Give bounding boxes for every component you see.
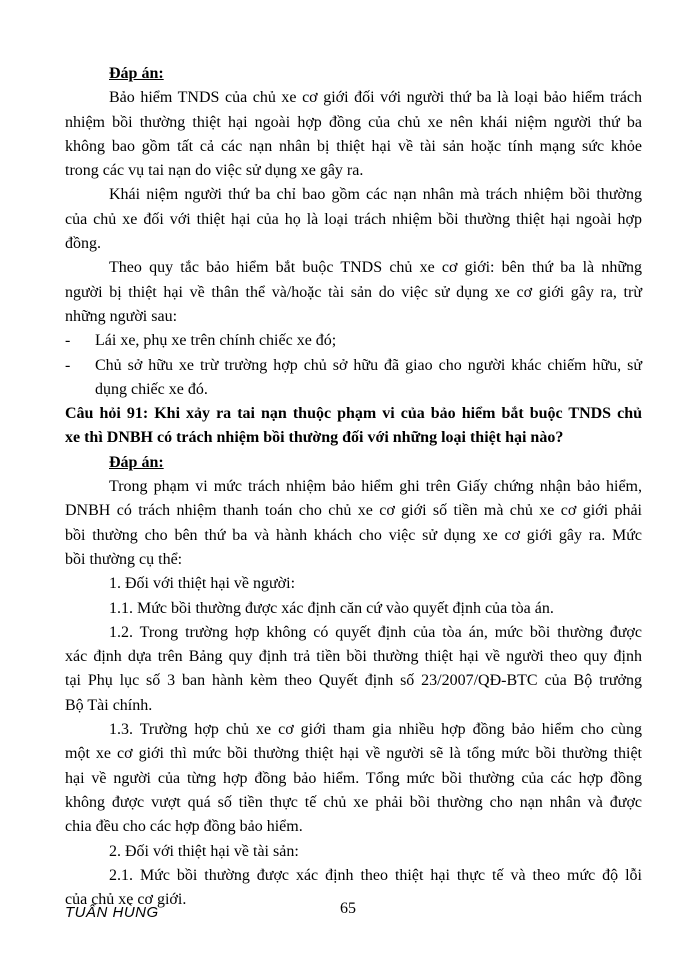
text-line: chia đều cho các hợp đồng bảo hiểm. [65,818,303,836]
paragraph [65,256,642,329]
bullet-dash: - [65,356,71,374]
text-line: đồng. [65,235,101,253]
text-line: Khái niệm người thứ ba chỉ bao gồm các nạn nhân mà trách nhiệm bồi thường [109,186,642,204]
answer-label: Đáp án: [109,453,164,471]
paragraph [65,183,642,256]
text-line: 1.3. Trường hợp chủ xe cơ giới tham gia nhiều hợp đồng bảo hiểm cho cùng [109,721,642,739]
text-line: bồi thường cho bên thứ ba và hành khách cho việc sử dụng xe cơ giới gây ra. Mức [65,526,642,544]
page-number: 65 [340,900,356,917]
text-line: DNBH có trách nhiệm thanh toán cho chủ xe cơ giới số tiền mà chủ xe cơ giới phải [65,502,642,520]
text-line: tại Phụ lục số 3 ban hành kèm theo Quyết định số 23/2007/QĐ-BTC của Bộ trưởng [65,672,642,690]
text-line: không bao gồm tất cả các nạn nhân bị thiệt hại về tài sản hoặc tính mạng sức khỏe [65,137,642,155]
paragraph [65,621,642,718]
list-item [65,329,642,353]
question-heading [65,402,642,451]
text-line: nhiệm bồi thường thiệt hại ngoài hợp đồng của chủ xe nên khái niệm người thứ ba [65,113,642,131]
question-line: xe thì DNBH có trách nhiệm bồi thường đối với những loại thiệt hại nào? [65,429,564,447]
list-item [65,354,642,403]
paragraph [65,86,642,183]
section-item: 1. Đối với thiệt hại về người: [109,575,296,593]
text-line: của chủ xe cơ giới. [65,891,187,909]
text-line: Bộ Tài chính. [65,696,153,714]
text-line: xác định dựa trên Bảng quy định trả tiền bồi thường thiệt hại về người theo quy định [65,648,642,666]
list-item-text: Chủ sở hữu xe trừ trường hợp chủ sở hữu đã giao cho người khác chiếm hữu, sử [95,356,642,374]
list-item-text: Lái xe, phụ xe trên chính chiếc xe đó; [95,332,337,350]
bullet-dash: - [65,332,71,350]
text-line: 2.1. Mức bồi thường được xác định theo thiệt hại thực tế và theo mức độ lỗi [109,866,642,884]
text-line: của chủ xe đối với thiệt hại của họ là loại trách nhiệm bồi thường thiệt hại ngoài hợp [65,210,642,228]
text-line: trong các vụ tai nạn do việc sử dụng xe gây ra. [65,162,364,180]
text-line: những người sau: [65,307,178,325]
text-line: người bị thiệt hại về thân thể và/hoặc tài sản do việc sử dụng xe cơ giới gây ra, trừ [65,283,642,301]
text-line: Trong phạm vi mức trách nhiệm bảo hiểm ghi trên Giấy chứng nhận bảo hiểm, [109,478,642,496]
paragraph [65,718,642,839]
section-item: 2. Đối với thiệt hại về tài sản: [109,842,299,860]
text-line: Bảo hiểm TNDS của chủ xe cơ giới đối với người thứ ba là loại bảo hiểm trách [109,89,642,107]
list-item-text: dụng chiếc xe đó. [95,380,208,398]
answer-label: Đáp án: [109,65,164,82]
footer-author: TUẤN HÙNG [65,904,159,921]
page-body [65,62,642,912]
text-line: 1.2. Trong trường hợp không có quyết định của tòa án, mức bồi thường được [109,623,642,641]
text-line: không được vượt quá số tiền thực tế chủ xe phải bồi thường cho nạn nhân và được [65,793,642,811]
text-line: Theo quy tắc bảo hiểm bắt buộc TNDS chủ xe cơ giới: bên thứ ba là những [109,259,642,277]
paragraph [65,475,642,572]
section-item: 1.1. Mức bồi thường được xác định căn cứ vào quyết định của tòa án. [109,599,554,617]
text-line: một xe cơ giới thì mức bồi thường thiệt hại về người sẽ là tổng mức bồi thường thiệt [65,745,642,763]
question-line: Câu hỏi 91: Khi xảy ra tai nạn thuộc phạm vi của bảo hiểm bắt buộc TNDS chủ [65,405,642,423]
text-line: hại về người của từng hợp đồng bảo hiểm. Tổng mức bồi thường của các hợp đồng [65,769,642,787]
text-line: bồi thường cụ thể: [65,550,183,568]
list-item-line [65,354,642,378]
